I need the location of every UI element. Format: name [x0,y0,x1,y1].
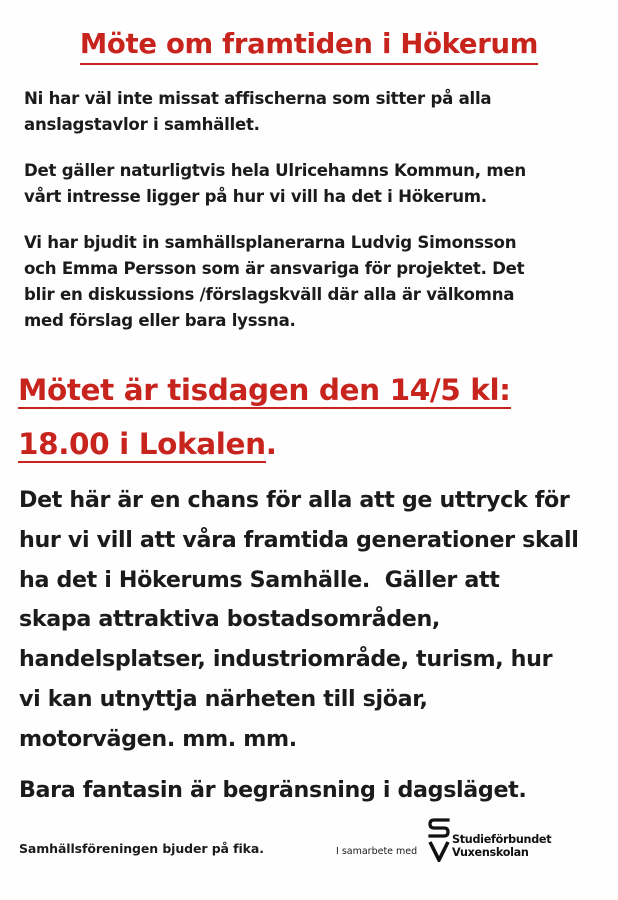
meeting-date-line [18,368,598,412]
sv-logo-icon [426,816,452,862]
text-line: ha det i Hökerums Samhälle. Gäller att [19,566,500,593]
fika-note: Samhällsföreningen bjuder på fika. [19,841,264,856]
text-line: skapa attraktiva bostadsområden, [19,606,440,633]
text-line: vårt intresse ligger på hur vi vill ha det i Hökerum. [24,187,487,206]
meeting-place-period: . [265,427,277,461]
text-line: motorvägen. mm. mm. [19,725,297,752]
text-line: Ni har väl inte missat affischerna som sitter på alla [24,89,492,108]
intro-paragraph-3 [24,230,599,334]
text-line: hur vi vill att våra framtida generationer skall [19,526,579,553]
text-line: och Emma Persson som är ansvariga för projektet. Det [24,259,525,278]
meeting-place-text: 18.00 i Lokalen [18,427,266,461]
logo-line-1: Studieförbundet [452,833,552,846]
meeting-date-text: Mötet är tisdagen den 14/5 kl: [18,373,511,407]
text-line: anslagstavlor i samhället. [24,115,260,134]
intro-paragraph-2 [24,158,599,210]
title-container [66,26,552,72]
text-line: vi kan utnyttja närheten till sjöar, [19,685,428,712]
text-line: Vi har bjudit in samhällsplanerarna Ludvig Simonsson [24,233,517,252]
text-line: Det här är en chans för alla att ge uttryck för [19,487,570,513]
main-paragraph [19,481,604,760]
logo-line-2: Vuxenskolan [452,845,529,859]
logo-text [452,834,551,859]
text-line: blir en diskussions /förslagskväll där alla är välkomna [24,285,515,304]
collaboration-label: I samarbete med [336,846,418,857]
text-line: Det gäller naturligtvis hela Ulricehamns Kommun, men [24,161,526,180]
meeting-place-line [18,422,598,466]
intro-paragraph-1 [24,86,599,138]
text-line: med förslag eller bara lyssna. [24,311,296,330]
poster-title: Möte om framtiden i Hökerum [80,26,538,65]
text-line: handelsplatser, industriområde, turism, hur [19,646,553,673]
studieforbundet-logo [422,816,562,862]
closing-statement: Bara fantasin är begränsning i dagsläget. [19,777,527,803]
